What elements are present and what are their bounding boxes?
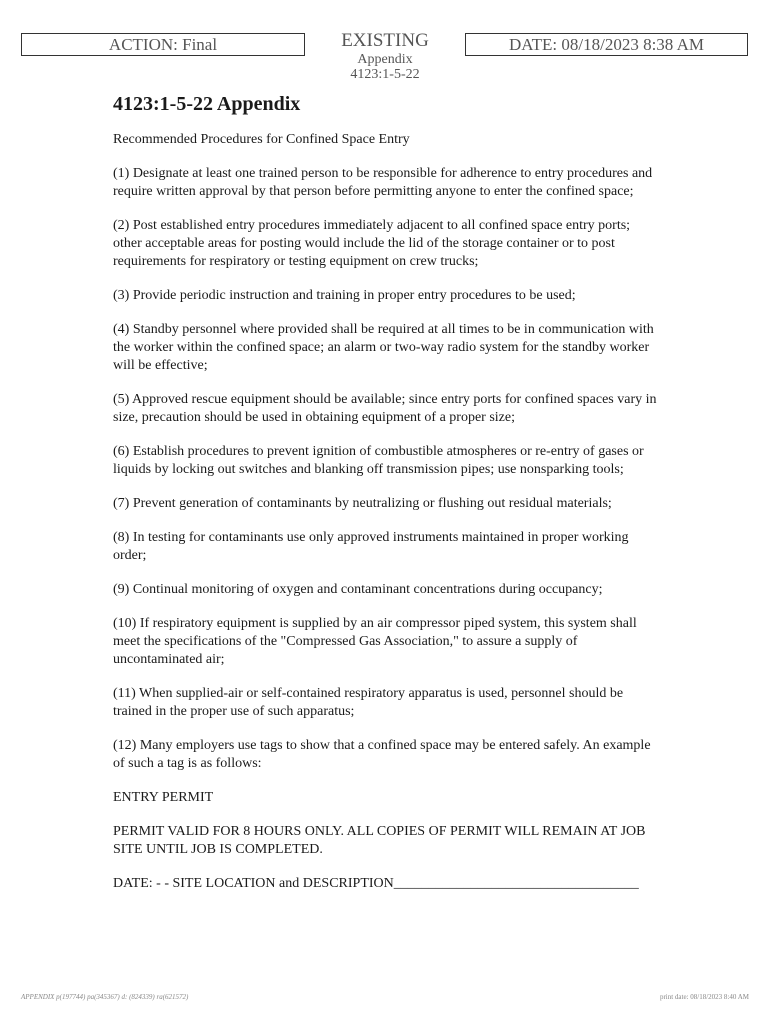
- paragraph: (12) Many employers use tags to show that a confined space may be entered safely. An example of such a tag is as follows:: [113, 738, 651, 771]
- permit-date-location: DATE: - - SITE LOCATION and DESCRIPTION___________________________________: [113, 876, 639, 891]
- paragraph: (2) Post established entry procedures immediately adjacent to all confined space entry ports; other acceptable areas for posting would include the lid of the storage container or to post requirements for respiratory or testing equipment on crew trucks;: [113, 218, 631, 269]
- paragraph: (3) Provide periodic instruction and training in proper entry procedures to be used;: [113, 288, 576, 303]
- paragraph: (6) Establish procedures to prevent ignition of combustible atmospheres or re-entry of gases or liquids by locking out switches and blanking off transmission pipes; use nonsparking tools;: [113, 444, 644, 477]
- paragraph: (1) Designate at least one trained person to be responsible for adherence to entry procedures and require written approval by that person before permitting anyone to enter the confined space;: [113, 166, 653, 199]
- paragraph: (10) If respiratory equipment is supplied by an air compressor piped system, this system shall meet the specifications of the "Compressed Gas Association," to assure a supply of uncontaminated air;: [113, 616, 637, 667]
- document-title: 4123:1-5-22 Appendix: [113, 93, 301, 115]
- paragraph: (4) Standby personnel where provided shall be required at all times to be in communication with the worker within the confined space; an alarm or two-way radio system for the standby worker will be effective;: [113, 322, 654, 373]
- status-label: EXISTING: [341, 30, 429, 51]
- permit-validity: PERMIT VALID FOR 8 HOURS ONLY. ALL COPIES OF PERMIT WILL REMAIN AT JOB SITE UNTIL JOB IS COMPLETED.: [113, 824, 646, 857]
- paragraph: (7) Prevent generation of contaminants by neutralizing or flushing out residual materials;: [113, 496, 612, 511]
- paragraph: (9) Continual monitoring of oxygen and contaminant concentrations during occupancy;: [113, 582, 603, 597]
- paragraph: (5) Approved rescue equipment should be available; since entry ports for confined spaces vary in size, precaution should be used in obtaining equipment of a proper size;: [113, 392, 657, 425]
- date-label: DATE: 08/18/2023 8:38 AM: [465, 33, 748, 56]
- paragraph: (8) In testing for contaminants use only approved instruments maintained in proper working order;: [113, 530, 629, 563]
- action-label: ACTION: Final: [21, 33, 305, 56]
- footer-reference: APPENDIX p(197744) pa(345367) d: (824339) ra(621572): [21, 993, 189, 1001]
- document-subtitle: Recommended Procedures for Confined Space Entry: [113, 132, 410, 147]
- paragraph: (11) When supplied-air or self-contained respiratory apparatus is used, personnel should be trained in the proper use of such apparatus;: [113, 686, 624, 719]
- footer-print-date: print date: 08/18/2023 8:40 AM: [659, 993, 749, 1001]
- document-body: [113, 92, 661, 909]
- rule-code-label: 4123:1-5-22: [350, 67, 420, 82]
- status-header: [305, 30, 465, 82]
- appendix-label: Appendix: [357, 52, 413, 67]
- permit-heading: ENTRY PERMIT: [113, 790, 214, 805]
